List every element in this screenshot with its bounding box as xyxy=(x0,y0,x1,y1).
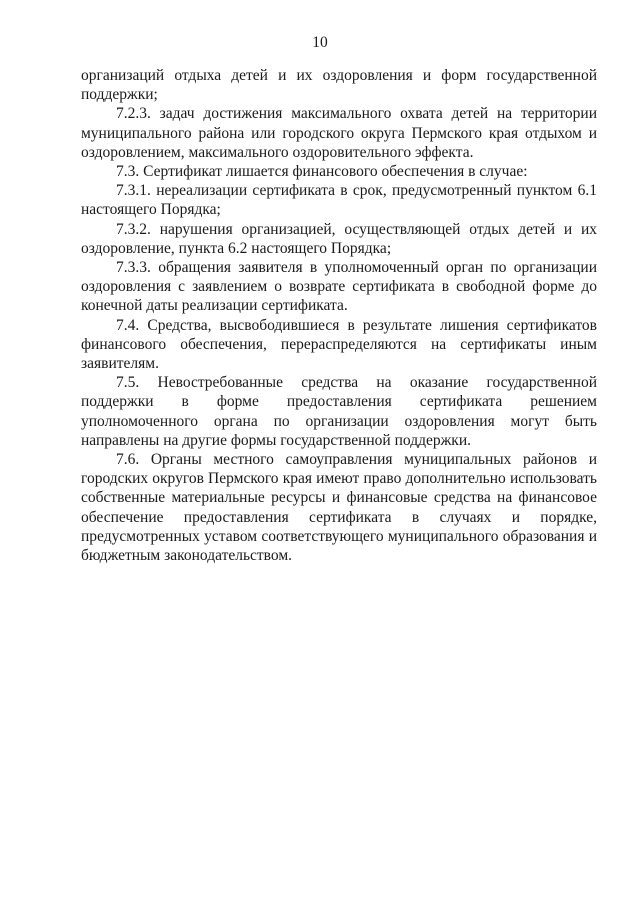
paragraph-7-3-3: 7.3.3. обращения заявителя в уполномоченный орган по организации оздоровления с заявлением о возврате сертификата в свободной форме до конечной даты реализации сертификата. xyxy=(81,259,597,315)
paragraph-7-2-3: 7.2.3. задач достижения максимального охвата детей на территории муниципального района или городского округа Пермского края отдыхом и оздоровлением, максимального оздоровительного эффекта. xyxy=(81,105,597,161)
paragraph-7-5: 7.5. Невостребованные средства на оказание государственной поддержки в форме предоставления сертификата решением уполномоченного органа по организации оздоровления могут быть направлены на другие формы государственной поддержки. xyxy=(81,374,597,449)
paragraph-7-3-2: 7.3.2. нарушения организацией, осуществляющей отдых детей и их оздоровление, пункта 6.2 настоящего Порядка; xyxy=(81,220,597,257)
paragraph-7-4: 7.4. Средства, высвободившиеся в результате лишения сертификатов финансового обеспечения, перераспределяются на сертификаты иным заявителям. xyxy=(81,316,597,373)
paragraph-7-6: 7.6. Органы местного самоуправления муниципальных районов и городских округов Пермского края имеют право дополнительно использовать собственные материальные ресурсы и финансовые средства на финансовое обеспечение предоставления сертификата в случаях и порядке, предусмотренных уставом соответствующего муниципального образования и бюджетным законодательством. xyxy=(81,451,597,565)
page-number: 10 xyxy=(312,34,328,51)
document-body xyxy=(81,66,597,565)
paragraph-7-3: 7.3. Сертификат лишается финансового обеспечения в случае: xyxy=(116,163,528,181)
paragraph-continuation: организаций отдыха детей и их оздоровления и форм государственной поддержки; xyxy=(81,67,597,104)
paragraph-7-3-1: 7.3.1. нереализации сертификата в срок, предусмотренный пунктом 6.1 настоящего Порядка; xyxy=(81,182,597,219)
